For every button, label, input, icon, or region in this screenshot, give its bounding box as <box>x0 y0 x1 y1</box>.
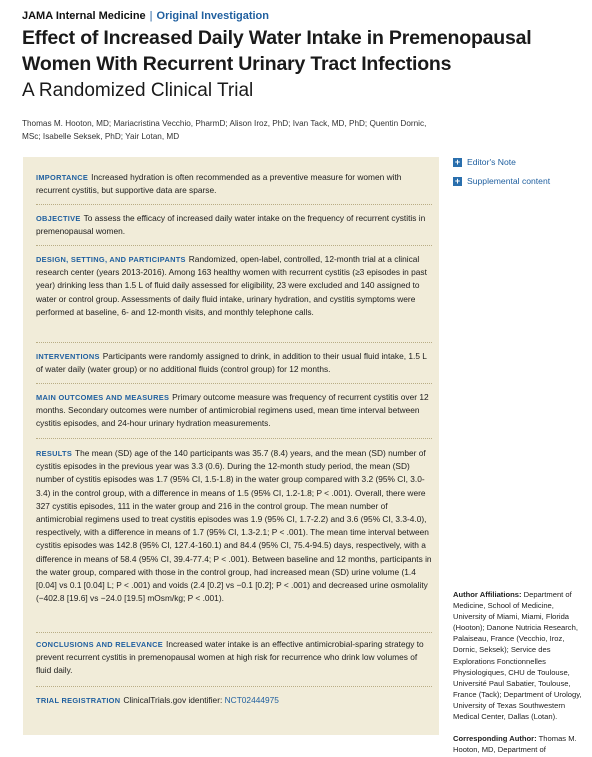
abstract-box <box>23 157 439 735</box>
abstract-importance: IMPORTANCE Increased hydration is often recommended as a preventive measure for women with recurrent cystitis, but supportive data are sparse. <box>36 172 402 196</box>
abstract-conclusions: CONCLUSIONS AND RELEVANCE Increased water intake is an effective antimicrobial-sparing strategy to prevent recurrent cystitis in premenopausal women at high risk for recurrence who drink low volumes of fluid daily. <box>36 639 424 676</box>
editors-note-label: Editor's Note <box>467 157 516 167</box>
abstract-interventions: INTERVENTIONS Participants were randomly assigned to drink, in addition to their usual fluid intake, 1.5 L of water daily (water group) or no additional fluids (control group) for 12 months. <box>36 351 427 375</box>
abstract-outcomes: MAIN OUTCOMES AND MEASURES Primary outcome measure was frequency of recurrent cystitis over 12 months. Secondary outcomes were number of antimicrobial regimens used, mean time interval between cystitis episodes, and 24-hour urinary hydration measurements. <box>36 392 429 429</box>
supplemental-content-button[interactable] <box>453 176 550 186</box>
section-divider <box>36 342 432 343</box>
abstract-results: RESULTS The mean (SD) age of the 140 participants was 35.7 (8.4) years, and the mean (SD) number of cystitis episodes in the previous year was 3.3 (0.6). During the 12-month study period, the mean (SD) number of cystitis episodes was 1.7 (95% CI, 1.5-1.8) in the water group compared with 3.2 (95% CI, 3.0-3.4) in the control group, with a difference in means of 1.5 (95% CI, 1.2-1.8; P < .001). Overall, there were 327 cystitis episodes, 111 in the water group and 216 in the control group. The mean number of antimicrobial regimens used to treat cystitis episodes was 1.9 (95% CI, 1.7-2.2) and 3.6 (95% CI, 3.3-4.0), respectively, with a difference in means of 1.7 (95% CI, 1.3-2.1; P < .001). The mean time interval between cystitis episodes was 142.8 (95% CI, 127.4-160.1) and 84.4 (95% CI, 75.4-94.5) days, respectively, with a difference in means of 58.4 (95% CI, 39.4-77.4; P < .001). Between baseline and 12 months, participants in the water group, compared with those in the control group, had increased mean (SD) urine volume (1.4 [0.04] vs 0.1 [0.04] L; P < .001) and voids (2.4 [0.2] vs −0.1 [0.2]; P < .001) and decreased urine osmolality (−402.8 [19.6] vs −24.0 [19.5] mOsm/kg; P < .001). <box>36 448 432 604</box>
section-divider <box>36 204 432 205</box>
editors-note-button[interactable] <box>453 157 516 167</box>
section-divider <box>36 245 432 246</box>
trial-registration-link[interactable]: NCT02444975 <box>224 695 279 705</box>
article-subtitle: A Randomized Clinical Trial <box>22 80 254 101</box>
author-affiliations: Author Affiliations: Department of Medicine, School of Medicine, University of Miami, Miami, Florida (Hooton); Danone Nutricia Research, Palaiseau, France (Vecchio, Iroz, Dornic, Seksek); Service des Explorations Fonctionnelles Physiologiques, CHU de Toulouse, Université Paul Sabatier, Toulouse, France (Tack); Department of Urology, University of Texas Southwestern Medical Center, Dallas (Lotan). <box>453 590 582 722</box>
plus-icon: + <box>454 156 461 167</box>
article-title: Effect of Increased Daily Water Intake in Premenopausal Women With Recurrent Urinary Tract Infections <box>22 27 532 75</box>
section-divider <box>36 632 432 633</box>
author-list: Thomas M. Hooton, MD; Mariacristina Vecchio, PharmD; Alison Iroz, PhD; Ivan Tack, MD, PhD; Quentin Dornic, MSc; Isabelle Seksek, PhD; Yair Lotan, MD <box>22 119 427 141</box>
section-divider <box>36 438 432 439</box>
article-section[interactable]: Original Investigation <box>156 10 269 22</box>
corresponding-author: Corresponding Author: Thomas M. Hooton, MD, Department of <box>453 734 577 755</box>
abstract-registration: TRIAL REGISTRATION ClinicalTrials.gov identifier: NCT02444975 <box>36 695 279 705</box>
plus-icon: + <box>454 175 461 186</box>
section-divider <box>36 686 432 687</box>
abstract-objective: OBJECTIVE To assess the efficacy of increased daily water intake on the frequency of recurrent cystitis in premenopausal women. <box>36 213 426 237</box>
journal-header: JAMA Internal Medicine | Original Investigation <box>22 10 269 22</box>
supplemental-content-label: Supplemental content <box>467 176 551 186</box>
abstract-design: DESIGN, SETTING, AND PARTICIPANTS Randomized, open-label, controlled, 12-month trial at a clinical research center (years 2013-2016). Among 163 healthy women with recurrent cystitis (≥3 episodes in past year) drinking less than 1.5 L of fluid daily assessed for eligibility, 23 were excluded and 140 assigned to water or control group. Assessments of daily fluid intake, urinary hydration, and cystitis symptoms were performed at baseline, 6- and 12-month visits, and monthly telephone calls. <box>36 254 427 317</box>
section-divider <box>36 383 432 384</box>
journal-name: JAMA Internal Medicine <box>22 10 146 22</box>
